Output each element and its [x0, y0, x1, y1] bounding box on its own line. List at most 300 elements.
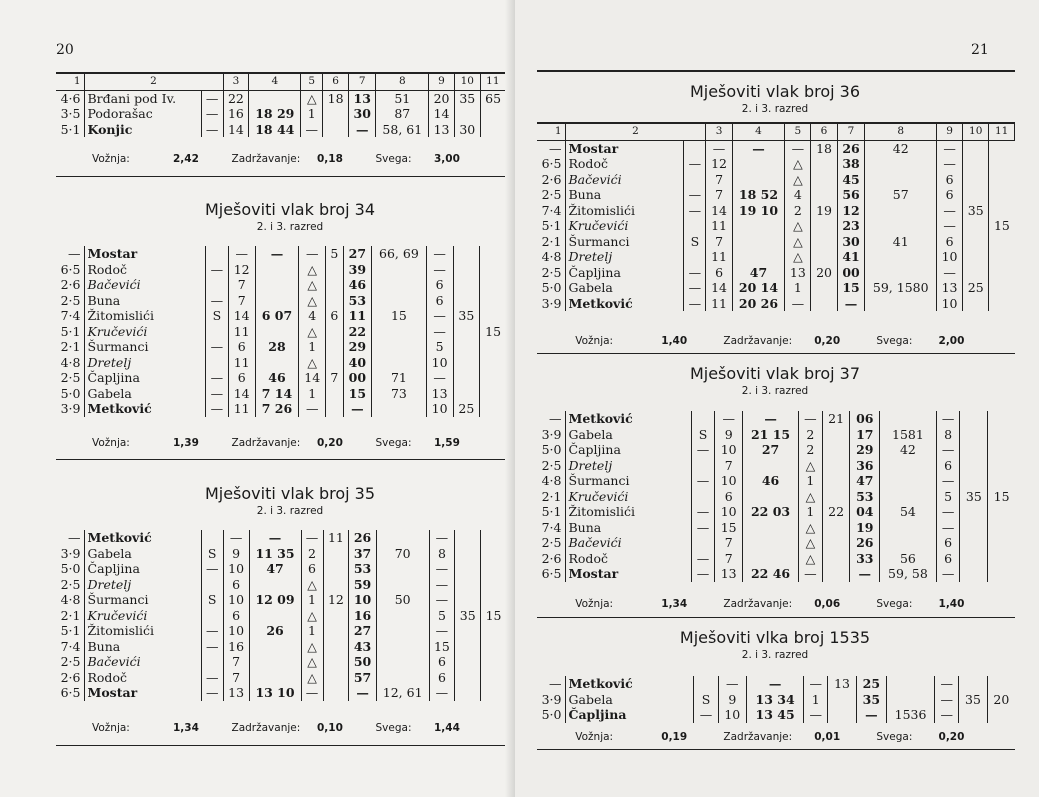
divider	[56, 745, 506, 746]
table-row	[56, 546, 506, 562]
column-header: 1	[537, 123, 565, 140]
cell-rest-minutes: —	[429, 685, 455, 701]
cell-km: 2·5	[60, 292, 81, 308]
summary-zadrz-label: Zadržavanje:	[231, 437, 301, 449]
cell-stop-mark: △	[799, 489, 823, 505]
cell-departure-hour: 18	[811, 140, 837, 156]
cell-km: 4·8	[60, 592, 81, 607]
cell-connections	[372, 293, 427, 309]
cell-departure-hour	[822, 566, 850, 582]
cell-departure-min: 04	[850, 504, 880, 520]
cell-departure-min: 15	[343, 386, 372, 402]
cell-departure-hour	[828, 692, 856, 708]
cell-departure-hour	[811, 280, 837, 296]
table-row	[537, 296, 1015, 312]
cell-minutes: 6	[228, 370, 255, 386]
cell-arrival: —	[746, 676, 803, 692]
cell-departure-hour	[323, 577, 349, 593]
cell-km: 2·5	[541, 535, 562, 550]
cell-total-a	[960, 427, 988, 443]
cell-connections: 50	[376, 592, 429, 608]
cell-km: 4·6	[60, 90, 81, 106]
cell-total-a: 25	[453, 401, 480, 417]
cell-connections	[865, 249, 937, 265]
timetable-train-34	[56, 246, 506, 417]
cell-service-mark	[684, 140, 706, 156]
cell-arrival	[249, 639, 301, 655]
cell-minutes: 11	[228, 401, 255, 417]
cell-station: Gabela	[565, 427, 691, 443]
cell-minutes: 10	[715, 504, 743, 520]
table-row	[537, 520, 1015, 536]
cell-total-b	[989, 187, 1015, 203]
cell-station: Žitomislići	[84, 308, 206, 324]
cell-departure-hour	[822, 473, 850, 489]
column-header: 6	[811, 123, 837, 140]
cell-departure-min: —	[850, 566, 880, 582]
cell-rest-minutes: 6	[429, 670, 455, 686]
cell-connections: 87	[376, 106, 429, 122]
cell-departure-min: 15	[837, 280, 865, 296]
cell-rest-minutes: 6	[937, 172, 963, 188]
cell-rest-minutes: 6	[429, 654, 455, 670]
cell-rest-minutes: 6	[426, 277, 453, 293]
cell-arrival: 28	[255, 339, 299, 355]
table-row	[537, 156, 1015, 172]
cell-stop-mark: △	[785, 156, 811, 172]
cell-stop-mark: 4	[299, 308, 326, 324]
cell-departure-hour	[326, 401, 343, 417]
column-header: 5	[301, 73, 323, 90]
divider	[537, 70, 1015, 72]
cell-minutes: —	[718, 676, 746, 692]
cell-total-a	[453, 262, 480, 278]
cell-station: Šurmanci	[84, 592, 201, 608]
cell-stop-mark: 1	[799, 473, 823, 489]
cell-connections	[865, 156, 937, 172]
cell-total-a	[455, 530, 481, 546]
cell-arrival: 46	[255, 370, 299, 386]
cell-rest-minutes: —	[426, 246, 453, 262]
cell-arrival	[732, 249, 785, 265]
cell-departure-hour	[811, 172, 837, 188]
cell-total-b	[481, 546, 506, 562]
cell-service-mark: —	[206, 370, 229, 386]
cell-service-mark	[684, 218, 706, 234]
cell-km: 3·9	[541, 295, 562, 311]
divider	[56, 176, 506, 177]
cell-station: Konjic	[84, 122, 201, 138]
summary-svega-label: Svega:	[375, 722, 412, 734]
cell-minutes: 14	[223, 122, 249, 138]
cell-stop-mark: △	[301, 608, 323, 624]
cell-total-b	[481, 654, 506, 670]
cell-departure-hour: 12	[323, 592, 349, 608]
column-header: 7	[837, 123, 865, 140]
cell-service-mark: —	[201, 122, 223, 138]
cell-service-mark: —	[206, 262, 229, 278]
cell-station: Dretelj	[565, 458, 691, 474]
cell-service-mark: —	[684, 296, 706, 312]
cell-connections	[887, 676, 935, 692]
cell-total-a: 35	[959, 692, 987, 708]
cell-departure-min: 17	[850, 427, 880, 443]
summary-voznja: 1,40	[661, 335, 688, 347]
cell-departure-hour	[811, 218, 837, 234]
summary-svega: 0,20	[938, 731, 965, 743]
cell-km: 2·6	[60, 277, 81, 292]
table-row	[56, 90, 506, 106]
train-title	[170, 484, 410, 517]
cell-station: Podorašac	[84, 106, 201, 122]
cell-departure-hour: 6	[326, 308, 343, 324]
cell-total-b	[989, 140, 1015, 156]
cell-departure-min: 00	[837, 265, 865, 281]
cell-minutes: 10	[718, 707, 746, 723]
cell-stop-mark: —	[299, 246, 326, 262]
right-page	[515, 0, 1039, 797]
cell-service-mark: —	[691, 473, 715, 489]
cell-service-mark: S	[684, 234, 706, 250]
cell-departure-min: 39	[343, 262, 372, 278]
cell-arrival	[249, 654, 301, 670]
cell-connections: 51	[376, 90, 429, 106]
cell-total-b	[480, 339, 506, 355]
cell-minutes: 16	[223, 639, 249, 655]
cell-service-mark: —	[201, 106, 223, 122]
cell-total-b	[481, 592, 506, 608]
cell-arrival	[249, 90, 301, 106]
cell-total-a	[960, 504, 988, 520]
cell-departure-min: 30	[837, 234, 865, 250]
cell-service-mark	[201, 608, 223, 624]
cell-departure-hour	[326, 355, 343, 371]
cell-departure-hour	[811, 249, 837, 265]
train-34-class: 2. i 3. razred	[256, 221, 324, 233]
summary-zadrz: 0,10	[317, 722, 343, 734]
cell-departure-hour: 20	[811, 265, 837, 281]
cell-departure-min: 59	[349, 577, 377, 593]
table-row	[537, 473, 1015, 489]
cell-total-b	[989, 172, 1015, 188]
cell-arrival: —	[249, 530, 301, 546]
column-header: 10	[454, 73, 480, 90]
cell-connections	[376, 654, 429, 670]
cell-total-a	[453, 355, 480, 371]
table-row	[537, 551, 1015, 567]
cell-stop-mark: △	[301, 90, 323, 106]
cell-rest-minutes: —	[936, 473, 960, 489]
cell-total-b	[988, 566, 1015, 582]
cell-stop-mark: 1	[785, 280, 811, 296]
cell-minutes: —	[715, 411, 743, 427]
cell-rest-minutes: —	[426, 308, 453, 324]
cell-departure-hour	[822, 489, 850, 505]
cell-total-a	[455, 561, 481, 577]
cell-rest-minutes: —	[936, 520, 960, 536]
cell-stop-mark: △	[299, 324, 326, 340]
cell-minutes: 9	[718, 692, 746, 708]
cell-departure-min: 29	[343, 339, 372, 355]
cell-station: Kručevići	[84, 324, 206, 340]
cell-service-mark: —	[694, 707, 718, 723]
train-title	[170, 200, 410, 233]
cell-minutes: 6	[223, 577, 249, 593]
cell-stop-mark: —	[299, 401, 326, 417]
cell-total-a	[960, 535, 988, 551]
cell-arrival: —	[255, 246, 299, 262]
cell-km: 7·4	[541, 519, 562, 535]
cell-km: 3·9	[541, 426, 562, 442]
cell-departure-min: 29	[850, 442, 880, 458]
cell-station: Gabela	[84, 386, 206, 402]
cell-arrival: 13 10	[249, 685, 301, 701]
timetable-train-1535	[537, 676, 1015, 723]
cell-departure-min: 45	[837, 172, 865, 188]
cell-service-mark: —	[691, 520, 715, 536]
cell-connections: 59, 58	[880, 566, 937, 582]
train-35-class: 2. i 3. razred	[256, 505, 324, 517]
cell-total-a	[959, 707, 987, 723]
cell-departure-min: 22	[343, 324, 372, 340]
trip-summary	[56, 437, 506, 451]
cell-departure-min: 35	[856, 692, 886, 708]
cell-total-a	[963, 249, 989, 265]
cell-minutes: 10	[715, 473, 743, 489]
cell-rest-minutes: 14	[429, 106, 455, 122]
cell-service-mark: —	[691, 566, 715, 582]
cell-total-a: 35	[963, 203, 989, 219]
cell-station: Mostar	[565, 566, 691, 582]
page-number: 20	[56, 42, 74, 58]
cell-arrival: 7 26	[255, 401, 299, 417]
cell-station: Dretelj	[565, 249, 684, 265]
cell-total-b: 65	[485, 90, 502, 106]
cell-arrival: 18 29	[249, 106, 301, 122]
cell-departure-hour	[323, 639, 349, 655]
cell-service-mark	[691, 411, 715, 427]
summary-voznja: 0,19	[661, 731, 688, 743]
cell-connections: 1581	[880, 427, 937, 443]
cell-km: 7·4	[60, 308, 81, 323]
cell-total-a: 35	[454, 90, 480, 106]
cell-service-mark: —	[201, 623, 223, 639]
column-header: 4	[249, 73, 301, 90]
cell-departure-hour	[323, 122, 349, 138]
column-header: 5	[785, 123, 811, 140]
cell-service-mark	[206, 355, 229, 371]
cell-stop-mark: —	[785, 296, 811, 312]
cell-departure-min: 47	[850, 473, 880, 489]
cell-stop-mark: △	[299, 277, 326, 293]
train-37-title: Mješoviti vlak broj 37	[689, 364, 861, 383]
cell-arrival	[255, 277, 299, 293]
cell-km: 5·1	[541, 218, 562, 233]
cell-km: 2·6	[541, 171, 562, 187]
cell-total-a	[453, 246, 480, 262]
cell-rest-minutes: 10	[937, 296, 963, 312]
cell-stop-mark: △	[301, 577, 323, 593]
cell-minutes: 11	[228, 324, 255, 340]
cell-rest-minutes: —	[429, 592, 455, 608]
cell-total-a	[963, 156, 989, 172]
cell-departure-hour	[822, 535, 850, 551]
column-header-row	[537, 123, 1015, 140]
cell-arrival: —	[743, 411, 799, 427]
table-row	[56, 530, 506, 546]
cell-service-mark: —	[691, 504, 715, 520]
cell-minutes: 6	[715, 489, 743, 505]
cell-arrival: 21 15	[743, 427, 799, 443]
cell-station: Rodoč	[565, 551, 691, 567]
cell-km: 2·6	[541, 550, 562, 566]
train-36-title: Mješoviti vlak broj 36	[689, 82, 861, 101]
cell-total-b	[481, 639, 506, 655]
cell-total-a: 25	[963, 280, 989, 296]
cell-arrival	[743, 489, 799, 505]
cell-connections: 54	[880, 504, 937, 520]
cell-km: 5·1	[60, 623, 81, 638]
cell-station: Bačevići	[565, 535, 691, 551]
cell-departure-min: 56	[837, 187, 865, 203]
cell-stop-mark: △	[785, 218, 811, 234]
column-header: 4	[732, 123, 785, 140]
trip-summary	[537, 598, 1015, 612]
cell-connections	[865, 218, 937, 234]
cell-minutes: 7	[223, 670, 249, 686]
cell-departure-min: 06	[850, 411, 880, 427]
table-row	[56, 623, 506, 639]
cell-minutes: 11	[706, 249, 732, 265]
cell-departure-min: 11	[343, 308, 372, 324]
summary-svega-label: Svega:	[876, 731, 913, 743]
cell-total-a: 35	[453, 308, 480, 324]
table-row	[56, 685, 506, 701]
cell-rest-minutes: 5	[936, 489, 960, 505]
cell-rest-minutes: —	[426, 370, 453, 386]
cell-departure-hour	[323, 654, 349, 670]
cell-rest-minutes: —	[429, 530, 455, 546]
cell-total-b	[480, 355, 506, 371]
cell-rest-minutes: 10	[426, 355, 453, 371]
cell-rest-minutes: 6	[936, 551, 960, 567]
cell-station: Mostar	[84, 685, 201, 701]
cell-station: Metković	[565, 411, 691, 427]
cell-service-mark: —	[201, 670, 223, 686]
summary-svega-label: Svega:	[876, 335, 913, 347]
table-row	[56, 370, 506, 386]
cell-station: Čapljina	[565, 265, 684, 281]
cell-stop-mark: 1	[804, 692, 828, 708]
cell-total-b	[481, 530, 506, 546]
cell-connections: 58, 61	[376, 122, 429, 138]
cell-stop-mark: △	[785, 172, 811, 188]
cell-departure-min: 36	[850, 458, 880, 474]
table-row	[537, 427, 1015, 443]
summary-zadrz: 0,01	[814, 731, 841, 743]
cell-station: Čapljina	[565, 442, 691, 458]
cell-arrival: 19 10	[732, 203, 785, 219]
cell-station: Bačevići	[84, 654, 201, 670]
page-number: 21	[971, 42, 989, 58]
cell-stop-mark: 1	[299, 339, 326, 355]
cell-service-mark: —	[206, 401, 229, 417]
cell-total-a	[453, 324, 480, 340]
cell-minutes: —	[706, 140, 732, 156]
cell-total-b	[480, 401, 506, 417]
cell-departure-min: 25	[856, 676, 886, 692]
cell-total-a	[454, 106, 480, 122]
cell-departure-min: 12	[837, 203, 865, 219]
cell-arrival: —	[732, 140, 785, 156]
cell-stop-mark: 2	[785, 203, 811, 219]
cell-total-b	[480, 277, 506, 293]
cell-minutes: 13	[223, 685, 249, 701]
table-row	[537, 676, 1015, 692]
summary-svega-label: Svega:	[375, 437, 412, 449]
cell-total-a	[455, 670, 481, 686]
cell-km: 5·1	[541, 504, 562, 519]
cell-total-b	[481, 577, 506, 593]
train-title	[635, 628, 915, 661]
cell-stop-mark: △	[799, 458, 823, 474]
cell-total-a	[963, 265, 989, 281]
cell-arrival: 20 14	[732, 280, 785, 296]
trip-summary	[537, 335, 1015, 349]
cell-connections: 66, 69	[372, 246, 427, 262]
cell-departure-hour	[811, 156, 837, 172]
cell-station: Rodoč	[565, 156, 684, 172]
table-row	[537, 566, 1015, 582]
table-row	[56, 262, 506, 278]
cell-minutes: 14	[706, 203, 732, 219]
table-row	[537, 411, 1015, 427]
cell-total-b	[480, 122, 505, 138]
cell-departure-hour	[811, 187, 837, 203]
cell-arrival	[732, 172, 785, 188]
cell-rest-minutes: 8	[429, 546, 455, 562]
cell-rest-minutes: —	[937, 156, 963, 172]
cell-rest-minutes: —	[935, 676, 959, 692]
cell-minutes: 14	[228, 308, 255, 324]
cell-departure-hour	[326, 339, 343, 355]
cell-departure-hour	[822, 427, 850, 443]
divider	[56, 459, 506, 460]
cell-total-b	[988, 520, 1015, 536]
cell-km: 2·5	[60, 576, 81, 592]
cell-total-a: 35	[960, 489, 988, 505]
table-row	[56, 339, 506, 355]
cell-departure-min: 33	[850, 551, 880, 567]
cell-rest-minutes: —	[426, 262, 453, 278]
column-header: 3	[706, 123, 732, 140]
cell-km: 3·9	[60, 545, 81, 561]
cell-departure-min: 27	[343, 246, 372, 262]
cell-km: 5·1	[60, 323, 81, 339]
cell-departure-hour	[828, 707, 856, 723]
cell-km: 2·5	[60, 370, 81, 385]
cell-stop-mark: 4	[785, 187, 811, 203]
cell-station: Čapljina	[84, 561, 201, 577]
cell-rest-minutes: —	[936, 411, 960, 427]
cell-station: Žitomislići	[84, 623, 201, 639]
cell-connections	[376, 561, 429, 577]
cell-minutes: 10	[223, 592, 249, 608]
summary-svega: 2,00	[938, 335, 965, 347]
cell-departure-min: 37	[349, 546, 377, 562]
cell-stop-mark: —	[804, 707, 828, 723]
cell-station: Bačevići	[84, 277, 206, 293]
